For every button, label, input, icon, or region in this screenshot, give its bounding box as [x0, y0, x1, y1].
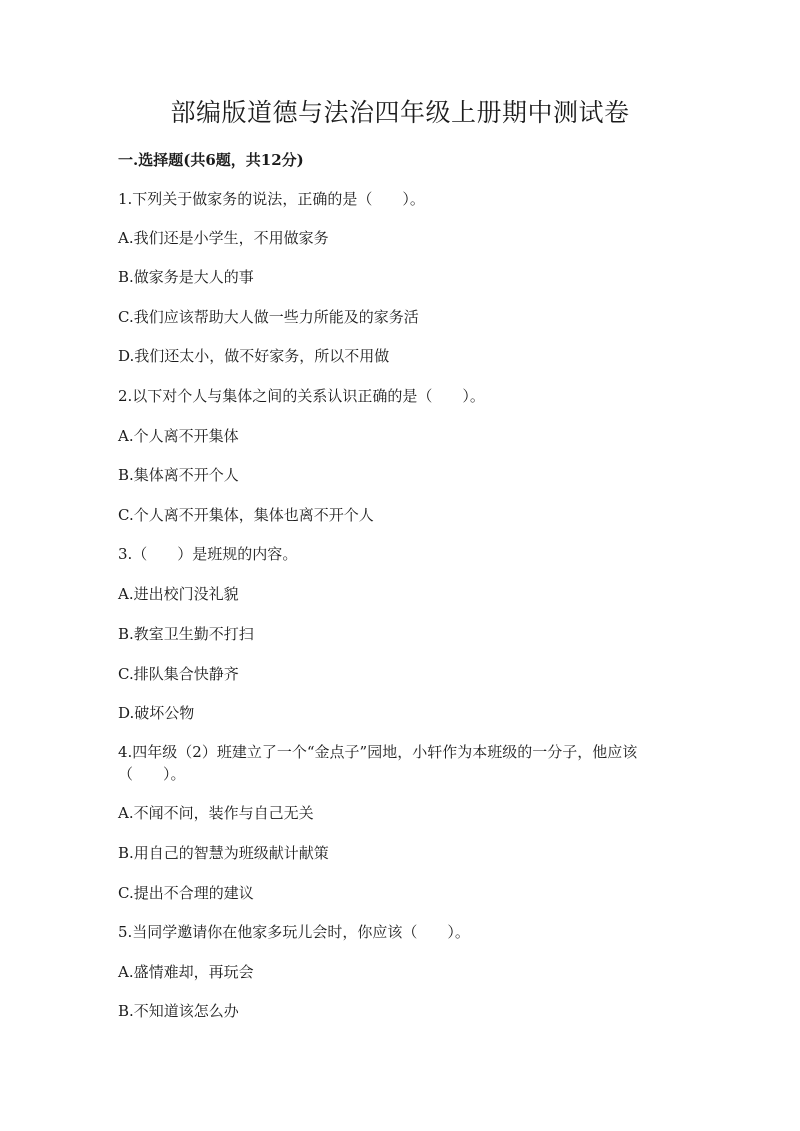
- question-1-option-c: C.我们应该帮助大人做一些力所能及的家务活: [118, 308, 419, 326]
- question-3-option-b: B.教室卫生勤不打扫: [118, 625, 254, 643]
- question-4-option-a: A.不闻不问，装作与自己无关: [118, 804, 314, 822]
- question-2-option-b: B.集体离不开个人: [118, 466, 239, 484]
- question-3-option-a: A.进出校门没礼貌: [118, 585, 239, 603]
- question-2-stem: 2.以下对个人与集体之间的关系认识正确的是（ ）。: [118, 387, 485, 405]
- question-4-stem: 4.四年级（2）班建立了一个“金点子”园地，小轩作为本班级的一分子，他应该（ ）。: [118, 743, 638, 783]
- question-1-option-a: A.我们还是小学生，不用做家务: [118, 229, 329, 247]
- question-1-stem: 1.下列关于做家务的说法，正确的是（ ）。: [118, 190, 425, 208]
- page-title: 部编版道德与法治四年级上册期中测试卷: [170, 98, 630, 127]
- question-3-option-d: D.破坏公物: [118, 704, 195, 722]
- question-3-stem: 3.（ ）是班规的内容。: [118, 545, 298, 563]
- question-1-option-d: D.我们还太小，做不好家务，所以不用做: [118, 347, 390, 365]
- question-4-option-b: B.用自己的智慧为班级献计献策: [118, 844, 329, 862]
- question-3-option-c: C.排队集合快静齐: [118, 665, 239, 683]
- question-5-option-b: B.不知道该怎么办: [118, 1002, 239, 1020]
- question-2-option-a: A.个人离不开集体: [118, 427, 239, 445]
- question-4-option-c: C.提出不合理的建议: [118, 884, 254, 902]
- question-2-option-c: C.个人离不开集体，集体也离不开个人: [118, 506, 374, 524]
- question-1-option-b: B.做家务是大人的事: [118, 268, 254, 286]
- section-heading: 一.选择题(共6题，共12分): [118, 151, 304, 169]
- question-5-stem: 5.当同学邀请你在他家多玩儿会时，你应该（ ）。: [118, 923, 470, 941]
- question-5-option-a: A.盛情难却，再玩会: [118, 963, 254, 981]
